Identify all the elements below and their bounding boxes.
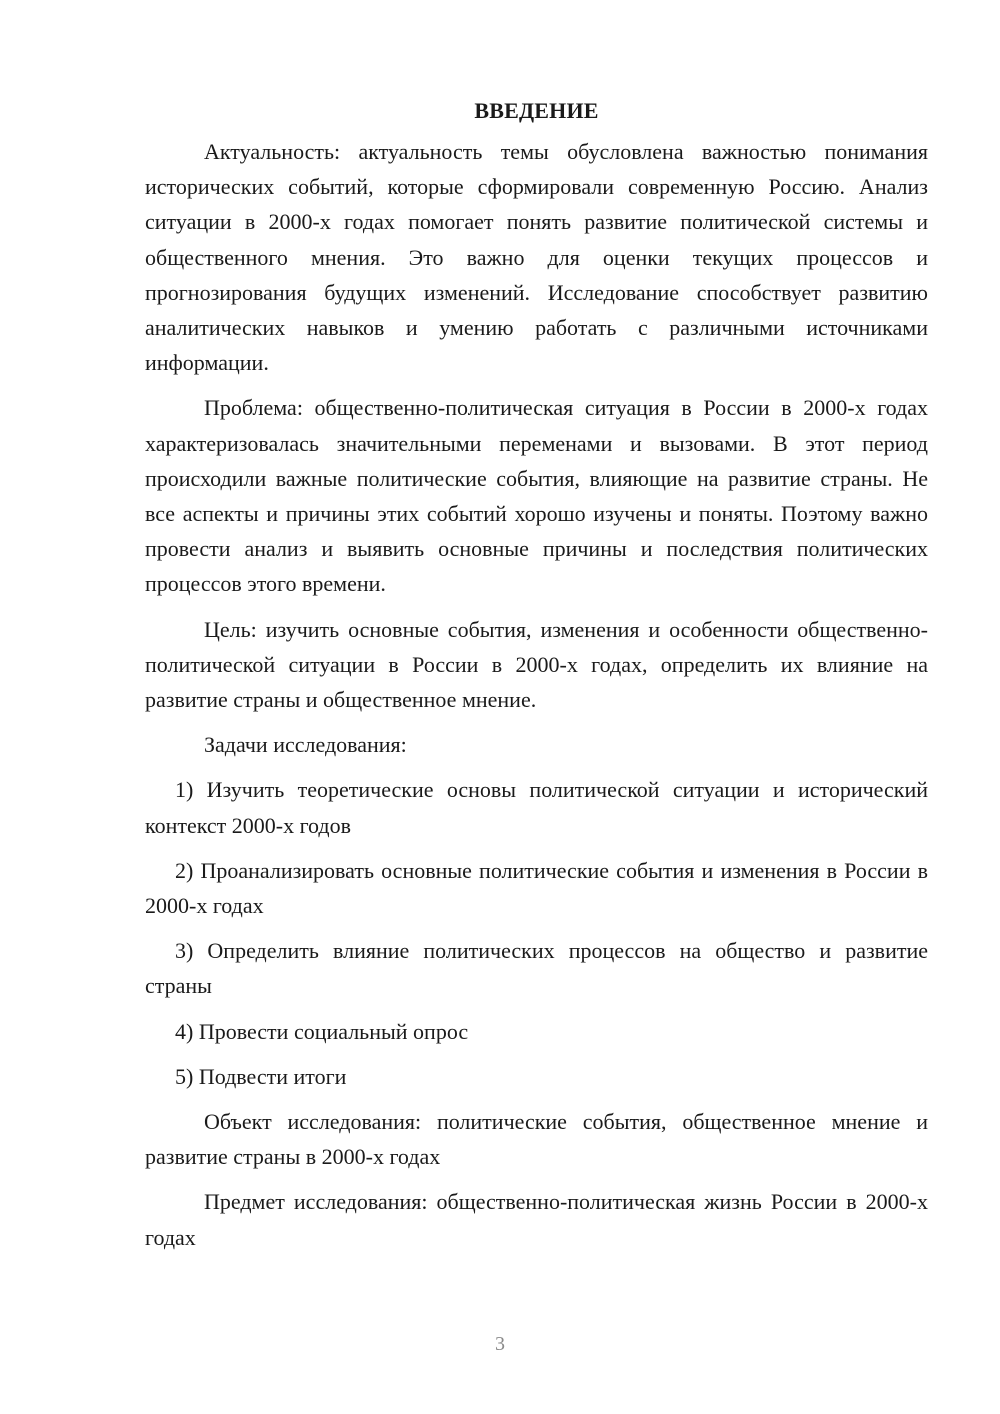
problem-paragraph: Проблема: общественно-политическая ситуация в России в 2000-х годах характеризовалась значительными переменами и вызовами. В этот период происходили важные политические события, влияющие на развитие страны. Не все аспекты и причины этих событий хорошо изучены и поняты. Поэтому важно провести анализ и выявить основные причины и последствия политических процессов этого времени.	[145, 395, 928, 597]
page-number: 3	[495, 1333, 505, 1355]
task-item-5: 5) Подвести итоги	[175, 1063, 347, 1089]
tasks-intro: Задачи исследования:	[204, 732, 407, 758]
task-item-1: 1) Изучить теоретические основы политической ситуации и исторический контекст 2000-х годов	[145, 777, 928, 838]
task-item-4: 4) Провести социальный опрос	[175, 1018, 469, 1044]
section-heading: ВВЕДЕНИЕ	[474, 98, 599, 123]
object-paragraph: Объект исследования: политические события, общественное мнение и развитие страны в 2000-х годах	[145, 1109, 928, 1170]
task-item-3: 3) Определить влияние политических процессов на общество и развитие страны	[145, 938, 928, 999]
relevance-paragraph: Актуальность: актуальность темы обусловлена важностью понимания исторических событий, которые сформировали современную Россию. Анализ ситуации в 2000-х годах помогает понять развитие политической системы и общественного мнения. Это важно для оценки текущих процессов и прогнозирования будущих изменений. Исследование способствует развитию аналитических навыков и умению работать с различными источниками информации.	[145, 139, 928, 376]
tasks-list	[145, 772, 928, 1094]
task-item-2: 2) Проанализировать основные политические события и изменения в России в 2000-х годах	[145, 857, 928, 919]
document-page	[145, 96, 928, 1265]
subject-paragraph: Предмет исследования: общественно-политическая жизнь России в 2000-х годах	[145, 1189, 928, 1250]
goal-paragraph: Цель: изучить основные события, изменения и особенности общественно-политической ситуации в России в 2000-х годах, определить их влияние на развитие страны и общественное мнение.	[145, 616, 928, 713]
